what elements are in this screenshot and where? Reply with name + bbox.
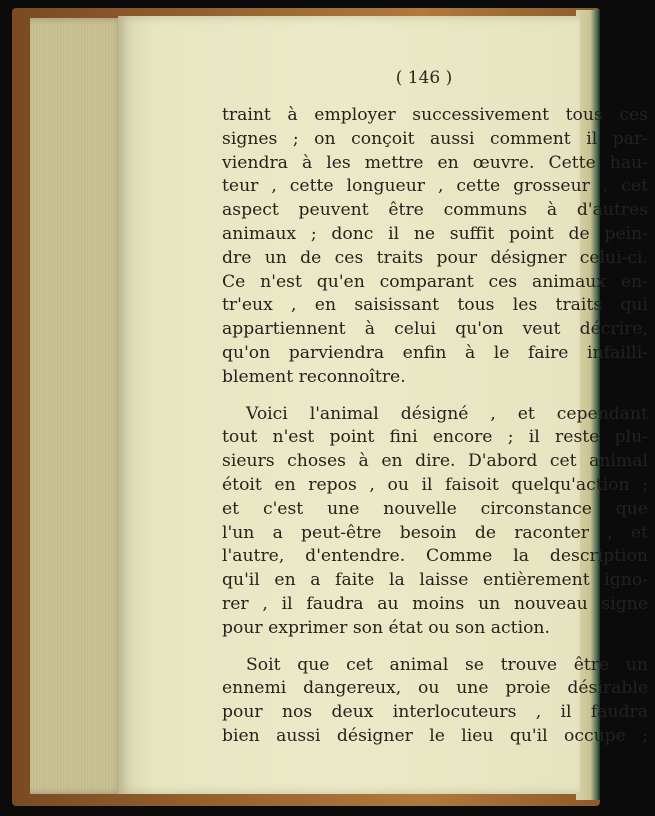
text-line: blement reconnoître. bbox=[222, 366, 406, 387]
text-line: sieurs choses à en dire. D'abord cet animal bbox=[222, 451, 648, 472]
text-line: animaux ; donc il ne suffit point de pein- bbox=[222, 223, 648, 244]
text-line: l'un a peut-être besoin de raconter , et bbox=[222, 522, 648, 543]
text-line: Soit que cet animal se trouve être un bbox=[246, 654, 648, 675]
text-line: ennemi dangereux, ou une proie désirable bbox=[222, 678, 648, 699]
text-line: bien aussi désigner le lieu qu'il occupe ; bbox=[222, 725, 648, 746]
text-line: qu'on parviendra enfin à le faire infailli- bbox=[222, 342, 648, 363]
paragraph-3 bbox=[222, 654, 648, 749]
text-line: signes ; on conçoit aussi comment il par- bbox=[222, 128, 648, 149]
text-line: pour exprimer son état ou son action. bbox=[222, 617, 550, 638]
paragraph-1 bbox=[222, 104, 648, 390]
text-line: dre un de ces traits pour désigner celui-ci. bbox=[222, 247, 648, 268]
text-line: Ce n'est qu'en comparant ces animaux en- bbox=[222, 271, 648, 292]
text-line: Voici l'animal désigné , et cependant bbox=[246, 403, 648, 424]
text-line: pour nos deux interlocuteurs , il faudra bbox=[222, 702, 648, 723]
book-page bbox=[118, 16, 648, 794]
text-line: l'autre, d'entendre. Comme la description bbox=[222, 546, 648, 567]
page-number: ( 146 ) bbox=[395, 68, 453, 88]
text-line: traint à employer successivement tous ces bbox=[222, 105, 648, 125]
text-line: tout n'est point fini encore ; il reste plu- bbox=[222, 427, 648, 448]
text-line: et c'est une nouvelle circonstance que bbox=[222, 498, 648, 519]
text-line: appartiennent à celui qu'on veut décrire, bbox=[222, 319, 648, 340]
text-line: viendra à les mettre en œuvre. Cette hau- bbox=[222, 152, 648, 173]
text-line: aspect peuvent être communs à d'autres bbox=[222, 200, 648, 221]
paragraph-2 bbox=[222, 403, 648, 641]
text-line: qu'il en a faite la laisse entièrement igno- bbox=[222, 570, 648, 591]
text-line: étoit en repos , ou il faisoit quelqu'action ; bbox=[222, 474, 648, 495]
text-line: rer , il faudra au moins un nouveau signe bbox=[222, 593, 648, 614]
page-stack-edges bbox=[30, 18, 126, 794]
body-text bbox=[222, 104, 648, 749]
text-line: teur , cette longueur , cette grosseur , cet bbox=[222, 176, 648, 197]
text-line: tr'eux , en saisissant tous les traits qui bbox=[222, 295, 648, 316]
